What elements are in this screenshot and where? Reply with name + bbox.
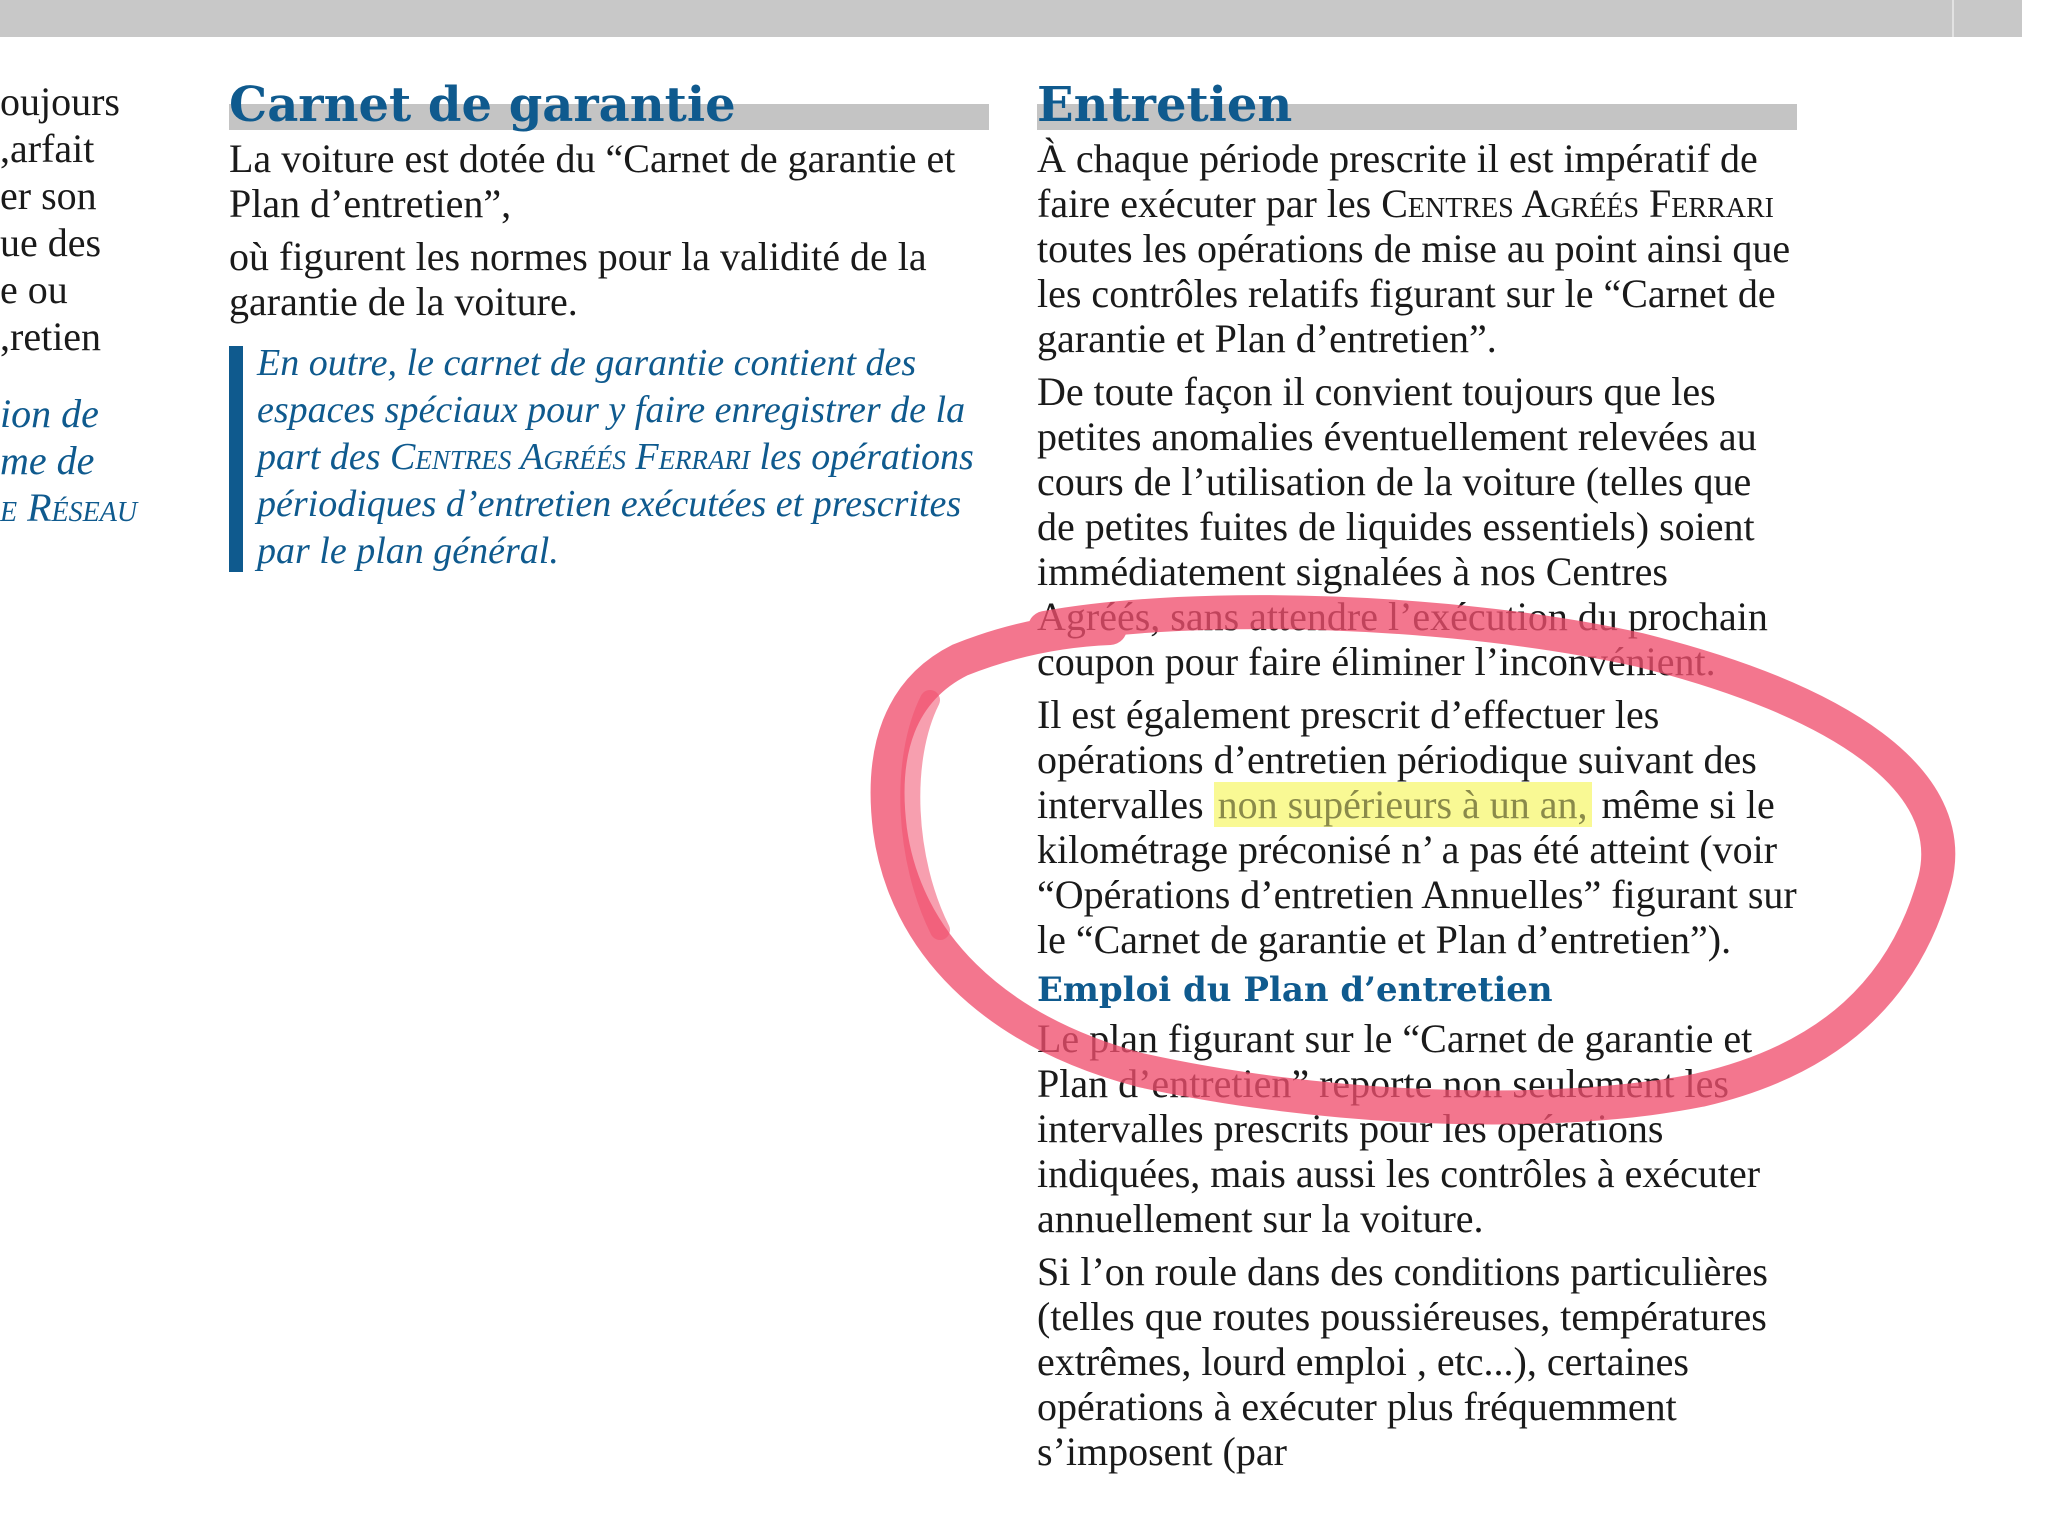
fragment-line: arfait, xyxy=(0,126,95,171)
callout-text-part: En outre, le carnet de garantie contient des espaces spéciaux pour y faire enregistrer de la part des xyxy=(257,342,966,478)
paragraph-text: même si le kilométrage préconisé n’ a pas été atteint (voir “Opérations d’entretien Annuelles” figurant sur le “Carnet de garantie et Plan d’entretien”). xyxy=(1037,782,1797,962)
maintenance-heading xyxy=(1037,78,1797,132)
fragment-line: ue des xyxy=(0,220,102,265)
maintenance-paragraph xyxy=(1037,692,1797,962)
warranty-heading xyxy=(229,78,989,132)
maintenance-paragraph: Le plan figurant sur le “Carnet de garantie et Plan d’entretien” reporte non seulement les intervalles prescrits pour les opérations indiquées, mais aussi les contrôles à exécuter annuellement sur la voiture. xyxy=(1037,1016,1761,1241)
viewer-top-bar xyxy=(0,0,2022,37)
fragment-note-line: ion de xyxy=(0,391,99,436)
fragment-spacer xyxy=(0,360,140,390)
callout-text-part: les opérations périodiques d’entretien exécutées et prescrites par le plan général. xyxy=(257,436,974,572)
warranty-heading-text: Carnet de garantie xyxy=(229,77,736,133)
paragraph-text: toutes les opérations de mise au point ainsi que les contrôles relatifs figurant sur le “Carnet de garantie et Plan d’entretien”. xyxy=(1037,226,1791,361)
highlighted-text: non supérieurs à un an, xyxy=(1214,782,1592,827)
maintenance-subheading: Emploi du Plan d’entretien xyxy=(1037,970,1553,1010)
maintenance-paragraph: Si l’on roule dans des conditions particulières (telles que routes poussiéreuses, températures extrêmes, lourd emploi , etc...), certaines opérations à exécuter plus fréquemment s’imposent (par xyxy=(1037,1249,1768,1474)
maintenance-paragraph: De toute façon il convient toujours que les petites anomalies éventuellement relevées au cours de l’utilisation de la voiture (telles que de petites fuites de liquides essentiels) soient immédiatement signalées à nos Centres Agréés, sans attendre l’exécution du prochain coupon pour faire éliminer l’inconvénient. xyxy=(1037,369,1768,684)
maintenance-heading-text: Entretien xyxy=(1037,77,1293,133)
red-annotation-stroke xyxy=(910,700,940,930)
fragment-note-line: me de xyxy=(0,438,95,483)
fragment-line: retien, xyxy=(0,314,102,359)
fragment-note-line: e Réseau xyxy=(0,485,138,530)
paragraph-text: À chaque période prescrite il est impératif de faire exécuter par les xyxy=(1037,136,1758,226)
left-column-fragment xyxy=(0,78,140,531)
fragment-line: er son xyxy=(0,173,97,218)
fragment-line: oujours xyxy=(0,79,120,124)
warranty-column xyxy=(229,78,989,575)
paragraph-text: Il est également prescrit d’effectuer les opérations d’entretien périodique suivant des intervalles xyxy=(1037,692,1757,827)
warranty-paragraph: La voiture est dotée du “Carnet de garantie et Plan d’entretien”, xyxy=(229,136,956,226)
maintenance-paragraph xyxy=(1037,136,1797,361)
callout-text xyxy=(257,340,989,575)
brand-name: Centres Agréés Ferrari xyxy=(1381,181,1774,226)
warranty-callout xyxy=(229,340,989,575)
callout-brand: Centres Agréés Ferrari xyxy=(390,436,751,478)
top-bar-divider xyxy=(1952,0,1954,37)
callout-bar xyxy=(229,346,243,572)
fragment-line: e ou xyxy=(0,267,68,312)
warranty-paragraph: où figurent les normes pour la validité de la garantie de la voiture. xyxy=(229,234,927,324)
maintenance-column xyxy=(1037,78,1797,1474)
